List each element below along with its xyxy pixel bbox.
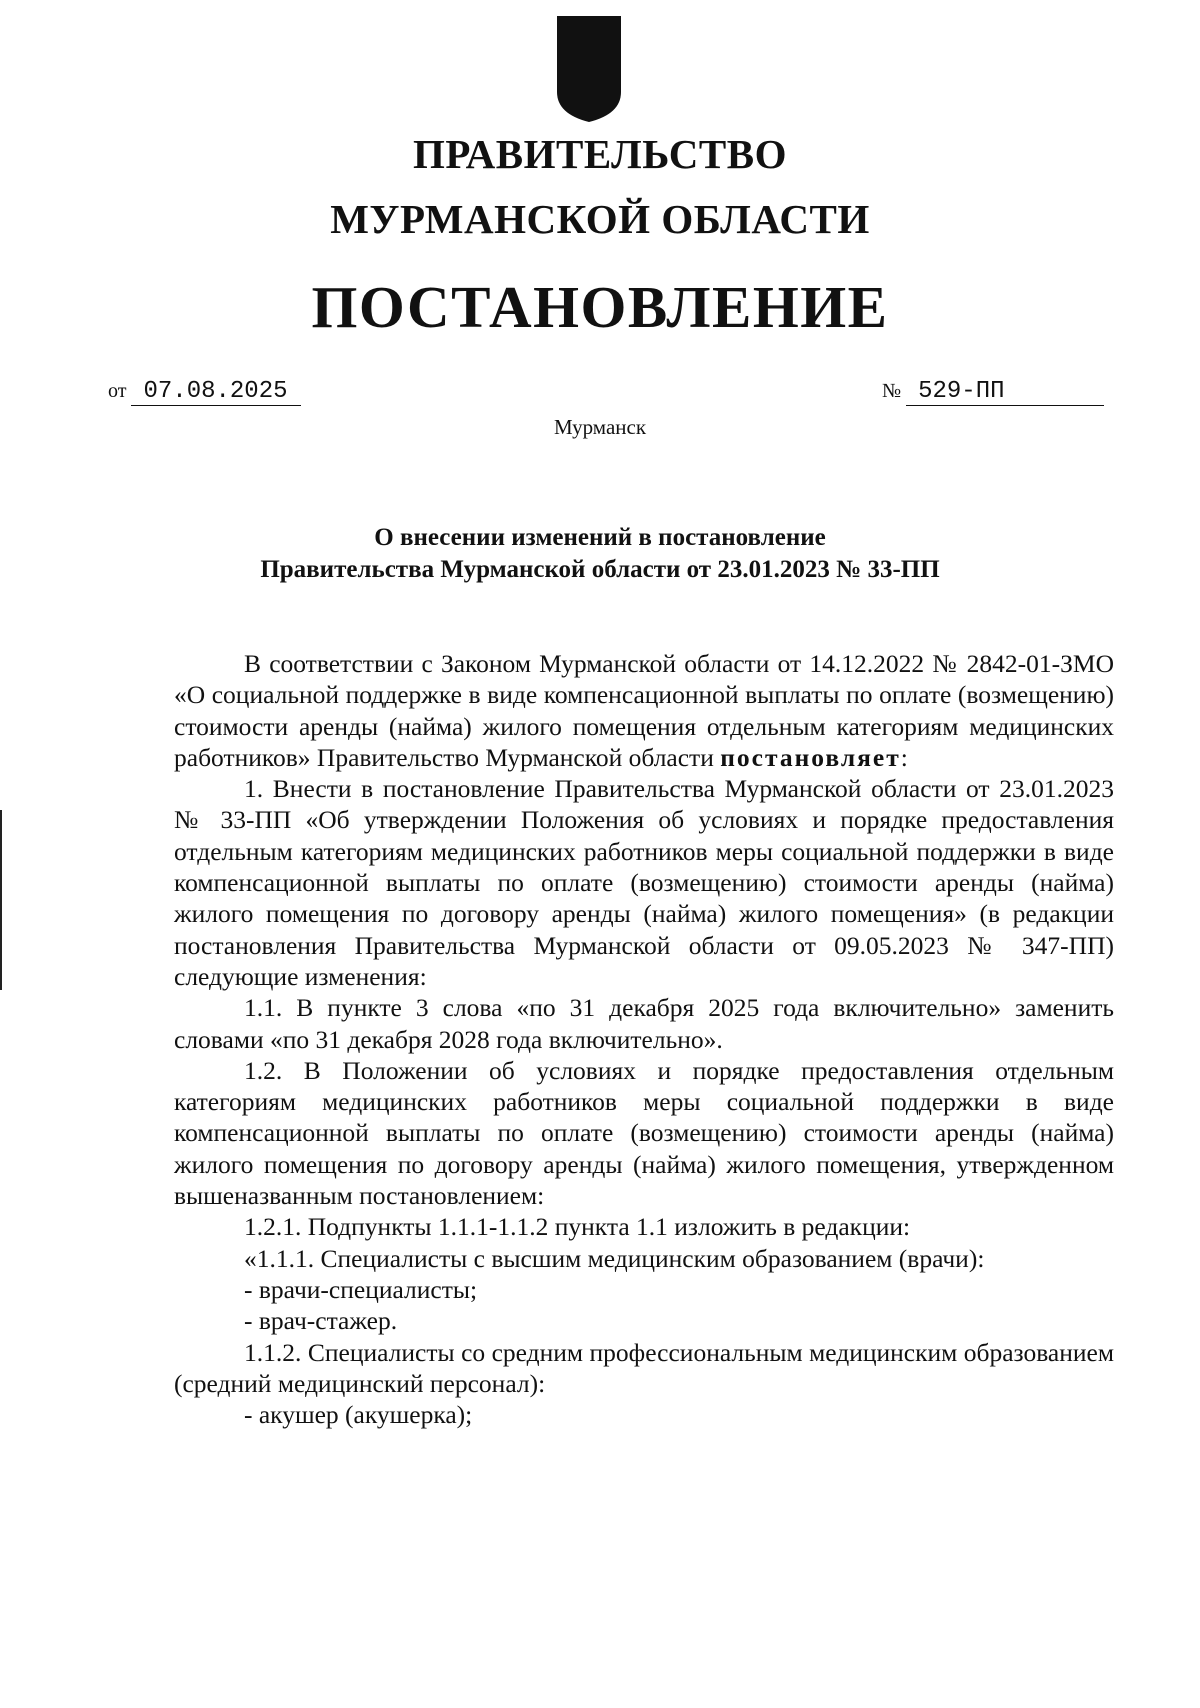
- number-value: 529-ПП: [906, 378, 1104, 406]
- date-value: 07.08.2025: [131, 378, 301, 406]
- document-type-title: ПОСТАНОВЛЕНИЕ: [311, 274, 889, 340]
- paragraph-item-1-1: 1.1. В пункте 3 слова «по 31 декабря 2025 года включительно» заменить словами «по 31 декабря 2028 года включительно».: [174, 993, 1114, 1054]
- paragraph-item-1-2: 1.2. В Положении об условиях и порядке предоставления отдельным категориям медицинских работников меры социальной поддержки в виде компенсационной выплаты по оплате (возмещению) стоимости аренды (найма) жилого помещения по договору аренды (найма) жилого помещения, утвержденном вышеназванным постановлением:: [174, 1055, 1114, 1211]
- subject-line2: Правительства Мурманской области от 23.01.2023 № 33-ПП: [260, 556, 940, 583]
- document-date: [108, 378, 301, 406]
- paragraph-item-1-2-1: 1.2.1. Подпункты 1.1.1-1.1.2 пункта 1.1 изложить в редакции:: [244, 1212, 911, 1242]
- government-title-line2: МУРМАНСКОЙ ОБЛАСТИ: [330, 196, 870, 242]
- list-item: - акушер (акушерка);: [244, 1400, 473, 1430]
- paragraph-item-1: 1. Внести в постановление Правительства Мурманской области от 23.01.2023 № 33-ПП «Об утверждении Положения об условиях и порядке предоставления отдельным категориям медицинских работников меры социальной поддержки в виде компенсационной выплаты по оплате (возмещению) стоимости аренды (найма) жилого помещения по договору аренды (найма) жилого помещения» (в редакции постановления Правительства Мурманской области от 09.05.2023 № 347-ПП) следующие изменения:: [174, 774, 1114, 991]
- document-subject: [0, 522, 1200, 586]
- government-title-line1: ПРАВИТЕЛЬСТВО: [412, 131, 788, 177]
- paragraph-item-1-1-1: «1.1.1. Специалисты с высшим медицинским образованием (врачи):: [244, 1243, 985, 1273]
- paragraph-item-1-1-2: 1.1.2. Специалисты со средним профессиональным медицинским образованием (средний медицинский персонал):: [174, 1337, 1114, 1398]
- date-prefix: от: [108, 380, 127, 402]
- document-body: [174, 648, 1114, 1430]
- scan-edge-line: [0, 810, 2, 990]
- list-item: - врач-стажер.: [244, 1306, 398, 1336]
- city-name: Мурманск: [553, 415, 647, 439]
- paragraph-preamble: В соответствии с Законом Мурманской области от 14.12.2022 № 2842-01-ЗМО «О социальной поддержке в виде компенсационной выплаты по оплате (возмещению) стоимости аренды (найма) жилого помещения отдельным категориям медицинских работников» Правительство Мурманской области постановляет:: [174, 649, 1114, 772]
- coat-of-arms-emblem: [554, 14, 624, 124]
- keyword-postanovlyaet: постановляет: [720, 742, 901, 772]
- document-number: [882, 378, 1104, 406]
- subject-line1: О внесении изменений в постановление: [374, 524, 826, 551]
- number-prefix: №: [882, 380, 902, 402]
- list-item: - врачи-специалисты;: [244, 1274, 478, 1304]
